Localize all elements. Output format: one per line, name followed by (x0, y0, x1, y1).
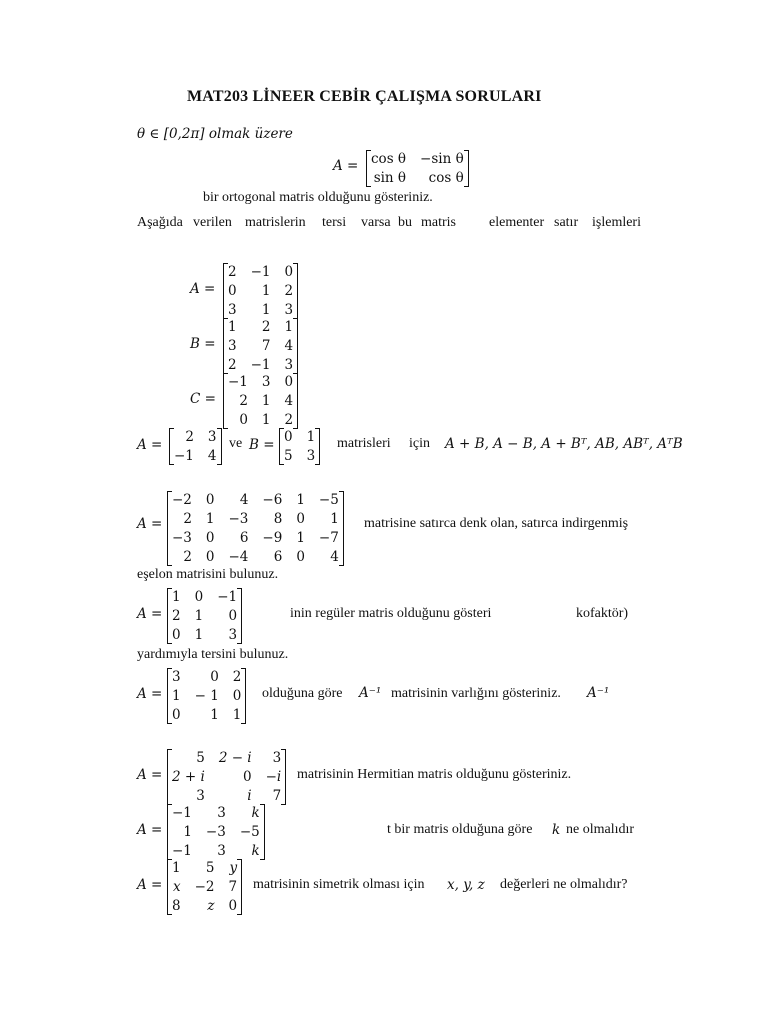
matrix-cell: 1 (210, 707, 219, 723)
matrix-cell: 7 (272, 788, 282, 804)
q3-B-lhs: B = (249, 437, 275, 453)
matrix-cell: 2 (228, 357, 237, 373)
matrix-cell: 2 (183, 549, 192, 565)
matrix-cell: 5 (284, 448, 293, 464)
matrix-cell: −1 (172, 843, 192, 859)
q3-A-matrix (169, 428, 222, 465)
matrix-cell: 1 (228, 319, 237, 335)
matrix-cell: 0 (228, 283, 237, 299)
q8-text2: ne olmalıdır (566, 822, 635, 837)
matrix-cell: 4 (284, 393, 294, 409)
matrix-cell: 0 (205, 530, 215, 546)
matrix-cell: 0 (205, 492, 215, 508)
matrix-cell: 3 (228, 302, 237, 318)
matrix-cell: 0 (296, 549, 305, 565)
q3-text: matrisleri (337, 436, 391, 451)
matrix-cell: −1 (172, 805, 192, 821)
matrix-cell: 0 (284, 374, 294, 390)
q9-text: matrisinin simetrik olması için (253, 877, 425, 892)
matrix-cell: −sin θ (420, 151, 464, 167)
matrix-cell: 4 (207, 448, 217, 464)
matrix-cell: 7 (261, 338, 271, 354)
q2-word: matris (421, 215, 456, 230)
matrix-cell: 0 (228, 608, 238, 624)
matrix-cell: 1 (284, 319, 294, 335)
matrix-cell: − 1 (194, 688, 219, 704)
q6-inv: A⁻¹ (359, 685, 382, 701)
q9-text2: değerleri ne olmalıdır? (500, 877, 628, 892)
matrix-cell: −3 (205, 824, 226, 840)
matrix-cell: 4 (239, 492, 249, 508)
matrix-cell: 2 (239, 393, 248, 409)
q5-text: inin regüler matris olduğunu gösteri (290, 606, 492, 621)
matrix-cell: k (251, 843, 260, 859)
q1-lhs: A = (333, 158, 359, 174)
matrix-cell: −6 (262, 492, 283, 508)
matrix-cell: 1 (194, 627, 204, 643)
matrix-cell: 3 (207, 429, 217, 445)
q8-matrix (167, 804, 265, 860)
matrix-cell: cos θ (428, 170, 464, 186)
matrix-cell: 0 (194, 589, 204, 605)
q2-C-lhs: C = (190, 391, 216, 407)
matrix-cell: 1 (232, 707, 242, 723)
matrix-cell: 3 (217, 805, 226, 821)
matrix-cell: 1 (261, 393, 271, 409)
q2-word: elementer (489, 215, 545, 230)
matrix-cell: 1 (172, 688, 181, 704)
q2-word: bu (398, 215, 412, 230)
q2-C-matrix (223, 373, 298, 429)
matrix-cell: 0 (172, 707, 181, 723)
q2-B-lhs: B = (190, 336, 216, 352)
q2-word: satır (554, 215, 579, 230)
matrix-cell: 0 (228, 898, 238, 914)
matrix-cell: 0 (210, 669, 219, 685)
matrix-cell: 1 (194, 608, 204, 624)
matrix-cell: 3 (272, 750, 282, 766)
q2-B-matrix (223, 318, 298, 374)
q2-word: varsa (361, 215, 391, 230)
matrix-cell: 5 (196, 750, 205, 766)
q1-matrix (366, 150, 469, 187)
matrix-cell: −3 (228, 511, 249, 527)
matrix-cell: 0 (296, 511, 305, 527)
q3-A-lhs: A = (137, 437, 163, 453)
q7-lhs: A = (137, 767, 163, 783)
matrix-cell: −1 (250, 264, 271, 280)
matrix-cell: 2 − i (218, 750, 252, 766)
q2-word: verilen (193, 215, 232, 230)
matrix-cell: 1 (172, 860, 181, 876)
matrix-cell: 2 (228, 264, 237, 280)
matrix-cell: 1 (261, 412, 271, 428)
q5-tail: yardımıyla tersini bulunuz. (137, 647, 289, 662)
q8-var: k (552, 822, 561, 838)
matrix-cell: 0 (284, 264, 294, 280)
q6-inv2: A⁻¹ (587, 685, 610, 701)
matrix-cell: −9 (262, 530, 283, 546)
matrix-cell: 8 (172, 898, 181, 914)
q3-ve: ve (229, 436, 243, 451)
q5-matrix (167, 588, 242, 644)
matrix-cell: sin θ (373, 170, 407, 186)
matrix-cell: 0 (232, 688, 242, 704)
matrix-cell: 3 (284, 302, 294, 318)
matrix-cell: 1 (330, 511, 339, 527)
matrix-cell: 3 (284, 357, 294, 373)
matrix-cell: 3 (228, 338, 237, 354)
matrix-cell: −2 (194, 879, 215, 895)
matrix-cell: 3 (217, 843, 226, 859)
matrix-cell: −7 (318, 530, 339, 546)
matrix-cell: i (247, 788, 252, 804)
q6-text: olduğuna göre (262, 686, 343, 701)
matrix-cell: 0 (205, 549, 215, 565)
matrix-cell: cos θ (371, 151, 407, 167)
matrix-cell: 3 (261, 374, 271, 390)
matrix-cell: 2 (232, 669, 242, 685)
matrix-cell: z (207, 898, 215, 914)
matrix-cell: −i (265, 769, 282, 785)
matrix-cell: x (172, 879, 181, 895)
q2-A-lhs: A = (190, 281, 216, 297)
matrix-cell: 2 (183, 511, 192, 527)
q2-A-matrix (223, 263, 298, 319)
matrix-cell: −1 (174, 448, 194, 464)
q4-text: matrisine satırca denk olan, satırca indirgenmiş (364, 516, 629, 531)
matrix-cell: 1 (183, 824, 192, 840)
q2-word: Aşağıda (137, 215, 183, 230)
q5-lhs: A = (137, 606, 163, 622)
q9-lhs: A = (137, 877, 163, 893)
q8-text: t bir matris olduğuna göre (387, 822, 533, 837)
matrix-cell: 0 (239, 412, 248, 428)
q4-matrix (167, 491, 344, 566)
matrix-cell: 6 (239, 530, 249, 546)
q6-text2: matrisinin varlığını gösteriniz. (391, 686, 561, 701)
matrix-cell: k (251, 805, 260, 821)
matrix-cell: 1 (261, 283, 271, 299)
q9-vars: x, y, z (447, 877, 485, 893)
matrix-cell: −4 (228, 549, 249, 565)
q2-word: matrislerin (245, 215, 306, 230)
matrix-cell: −1 (250, 357, 271, 373)
matrix-cell: 3 (172, 669, 181, 685)
matrix-cell: 1 (306, 429, 316, 445)
matrix-cell: −1 (217, 589, 238, 605)
matrix-cell: −3 (172, 530, 192, 546)
matrix-cell: 1 (296, 492, 305, 508)
matrix-cell: 1 (205, 511, 215, 527)
matrix-cell: 2 (261, 319, 271, 335)
q4-lhs: A = (137, 516, 163, 532)
q7-matrix (167, 749, 286, 805)
matrix-cell: 3 (196, 788, 205, 804)
matrix-cell: −1 (228, 374, 248, 390)
q4-tail: eşelon matrisini bulunuz. (137, 567, 279, 582)
matrix-cell: 2 (185, 429, 194, 445)
matrix-cell: −2 (172, 492, 192, 508)
matrix-cell: 4 (330, 549, 339, 565)
matrix-cell: 8 (273, 511, 283, 527)
matrix-cell: 2 (284, 283, 294, 299)
matrix-cell: 0 (243, 769, 252, 785)
matrix-cell: 1 (172, 589, 181, 605)
matrix-cell: 3 (228, 627, 238, 643)
matrix-cell: 2 + i (172, 769, 205, 785)
matrix-cell: 2 (172, 608, 181, 624)
q2-word: tersi (322, 215, 347, 230)
q3-expr: A + B, A − B, A + Bᵀ, AB, ABᵀ, AᵀB (445, 436, 683, 452)
q6-lhs: A = (137, 686, 163, 702)
matrix-cell: 1 (296, 530, 305, 546)
matrix-cell: −5 (318, 492, 339, 508)
matrix-cell: 0 (172, 627, 181, 643)
matrix-cell: −5 (239, 824, 260, 840)
q8-lhs: A = (137, 822, 163, 838)
q1-tail: bir ortogonal matris olduğunu gösteriniz. (203, 190, 433, 205)
matrix-cell: 1 (261, 302, 271, 318)
q3-B-matrix (279, 428, 320, 465)
matrix-cell: 4 (284, 338, 294, 354)
q1-intro: θ ∈ [0,2π] olmak üzere (137, 126, 293, 142)
matrix-cell: y (229, 860, 238, 876)
q7-text: matrisinin Hermitian matris olduğunu gösteriniz. (297, 767, 572, 782)
matrix-cell: 2 (284, 412, 294, 428)
page-title: MAT203 LİNEER CEBİR ÇALIŞMA SORULARI (187, 88, 542, 105)
matrix-cell: 0 (284, 429, 293, 445)
q6-matrix (167, 668, 246, 724)
matrix-cell: 7 (228, 879, 238, 895)
q5-text2: kofaktör) (576, 606, 629, 621)
matrix-cell: 5 (205, 860, 215, 876)
matrix-cell: 3 (306, 448, 316, 464)
q9-matrix (167, 859, 242, 915)
q3-icin: için (409, 436, 430, 451)
q2-word: işlemleri (592, 215, 641, 230)
matrix-cell: 6 (273, 549, 283, 565)
